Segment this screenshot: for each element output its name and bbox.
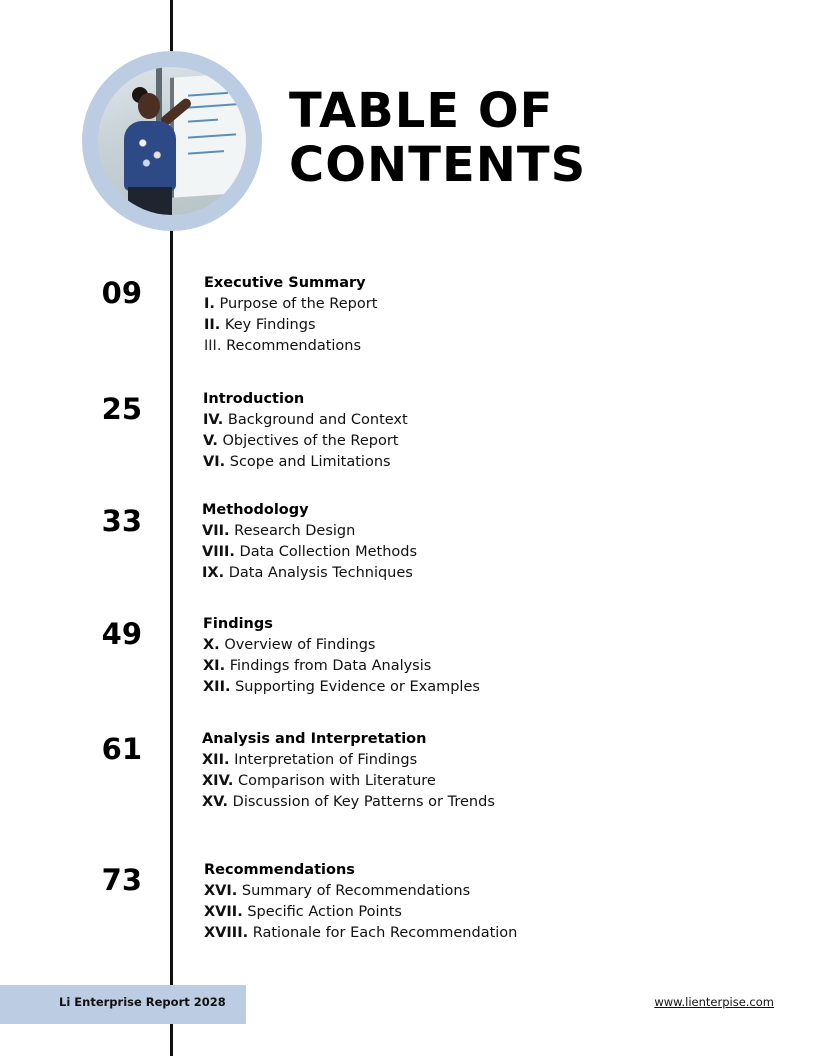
item-title: Objectives of the Report — [222, 433, 399, 449]
report-name: Li Enterprise Report 2028 — [59, 995, 226, 1009]
item-numeral: XIV. — [202, 773, 234, 789]
toc-item — [203, 677, 480, 698]
toc-item — [204, 881, 517, 902]
item-numeral: XVIII. — [204, 925, 249, 941]
toc-item — [202, 792, 495, 813]
page-number: 49 — [101, 617, 142, 651]
item-numeral: XV. — [202, 794, 229, 810]
toc-item — [203, 452, 408, 473]
toc-item — [203, 635, 480, 656]
toc-item — [202, 563, 417, 584]
section-heading: Introduction — [203, 391, 305, 407]
page-number: 25 — [101, 392, 142, 426]
toc-entries — [204, 860, 517, 944]
item-title: Research Design — [234, 523, 356, 539]
item-numeral: XI. — [203, 658, 226, 674]
item-numeral: IX. — [202, 565, 225, 581]
toc-item — [202, 542, 417, 563]
item-title: Data Collection Methods — [239, 544, 418, 560]
toc-entries — [203, 614, 480, 698]
item-numeral: VIII. — [202, 544, 235, 560]
item-title: Data Analysis Techniques — [228, 565, 413, 581]
item-numeral: X. — [203, 637, 220, 653]
toc-entries — [203, 389, 408, 473]
presenter-photo — [98, 67, 246, 215]
toc-item — [202, 521, 417, 542]
item-title: Interpretation of Findings — [234, 752, 418, 768]
toc-item — [204, 923, 517, 944]
whiteboard — [170, 72, 246, 198]
toc-item — [203, 410, 408, 431]
item-title: Overview of Findings — [224, 637, 376, 653]
item-numeral: XVI. — [204, 883, 238, 899]
item-title: Supporting Evidence or Examples — [235, 679, 480, 695]
item-numeral: XII. — [202, 752, 230, 768]
toc-entries — [204, 273, 377, 357]
page-number: 73 — [101, 863, 142, 897]
item-title: Key Findings — [224, 317, 316, 333]
section-heading: Methodology — [202, 502, 309, 518]
item-numeral: I. — [204, 296, 215, 312]
item-title: Background and Context — [227, 412, 408, 428]
toc-item — [203, 431, 408, 452]
toc-entries — [202, 729, 495, 813]
item-numeral: II. — [204, 317, 221, 333]
item-title: Scope and Limitations — [229, 454, 391, 470]
item-numeral: III. — [204, 338, 222, 354]
item-title: Summary of Recommendations — [241, 883, 471, 899]
item-numeral: V. — [203, 433, 218, 449]
item-title: Specific Action Points — [247, 904, 402, 920]
item-title: Findings from Data Analysis — [229, 658, 432, 674]
footer-band — [0, 985, 246, 1024]
item-numeral: VII. — [202, 523, 230, 539]
toc-item — [204, 315, 377, 336]
section-heading: Recommendations — [204, 862, 355, 878]
section-heading: Findings — [203, 616, 273, 632]
item-numeral: VI. — [203, 454, 226, 470]
page-number: 61 — [101, 732, 142, 766]
item-numeral: XII. — [203, 679, 231, 695]
website-link[interactable]: www.lienterpise.com — [654, 995, 774, 1009]
page-title: TABLE OF CONTENTS — [289, 83, 587, 193]
toc-entries — [202, 500, 417, 584]
item-title: Purpose of the Report — [219, 296, 378, 312]
toc-item — [202, 750, 495, 771]
section-heading: Analysis and Interpretation — [202, 731, 427, 747]
page-number: 09 — [101, 276, 142, 310]
section-heading: Executive Summary — [204, 275, 366, 291]
toc-item — [204, 294, 377, 315]
toc-item — [203, 656, 480, 677]
item-title: Recommendations — [226, 338, 362, 354]
page-number: 33 — [101, 504, 142, 538]
item-numeral: XVII. — [204, 904, 243, 920]
item-title: Rationale for Each Recommendation — [252, 925, 518, 941]
toc-item — [204, 336, 377, 357]
toc-item — [204, 902, 517, 923]
item-title: Comparison with Literature — [238, 773, 436, 789]
toc-item — [202, 771, 495, 792]
item-title: Discussion of Key Patterns or Trends — [232, 794, 495, 810]
item-numeral: IV. — [203, 412, 224, 428]
